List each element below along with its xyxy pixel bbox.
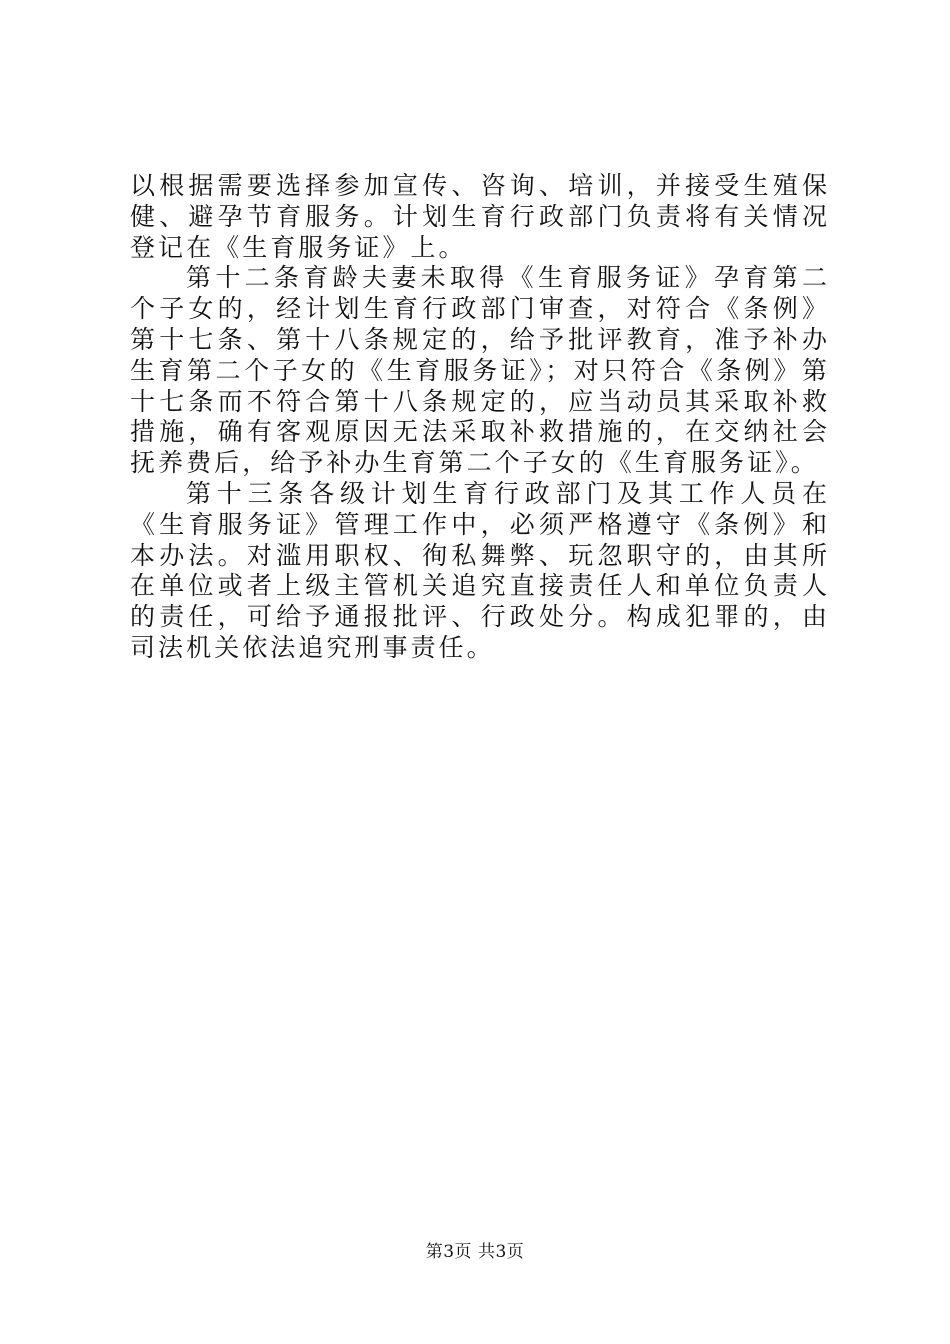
page-number-footer: 第3页 共3页 (425, 1242, 525, 1262)
paragraph-article-13: 第十三条各级计划生育行政部门及其工作人员在《生育服务证》管理工作中，必须严格遵守《条例》和本办法。对滥用职权、徇私舞弊、玩忽职守的，由其所在单位或者上级主管机关追究直接责任人和单位负责人的责任，可给予通报批评、行政处分。构成犯罪的，由司法机关依法追究刑事责任。 (130, 478, 830, 662)
document-body (130, 171, 830, 664)
paragraph-article-12: 第十二条育龄夫妻未取得《生育服务证》孕育第二个子女的，经计划生育行政部门审查，对符合《条例》第十七条、第十八条规定的，给予批评教育，准予补办生育第二个子女的《生育服务证》；对只符合《条例》第十七条而不符合第十八条规定的，应当动员其采取补救措施，确有客观原因无法采取补救措施的，在交纳社会抚养费后，给予补办生育第二个子女的《生育服务证》。 (130, 263, 830, 478)
paragraph-continuation: 以根据需要选择参加宣传、咨询、培训，并接受生殖保健、避孕节育服务。计划生育行政部门负责将有关情况登记在《生育服务证》上。 (130, 171, 830, 262)
